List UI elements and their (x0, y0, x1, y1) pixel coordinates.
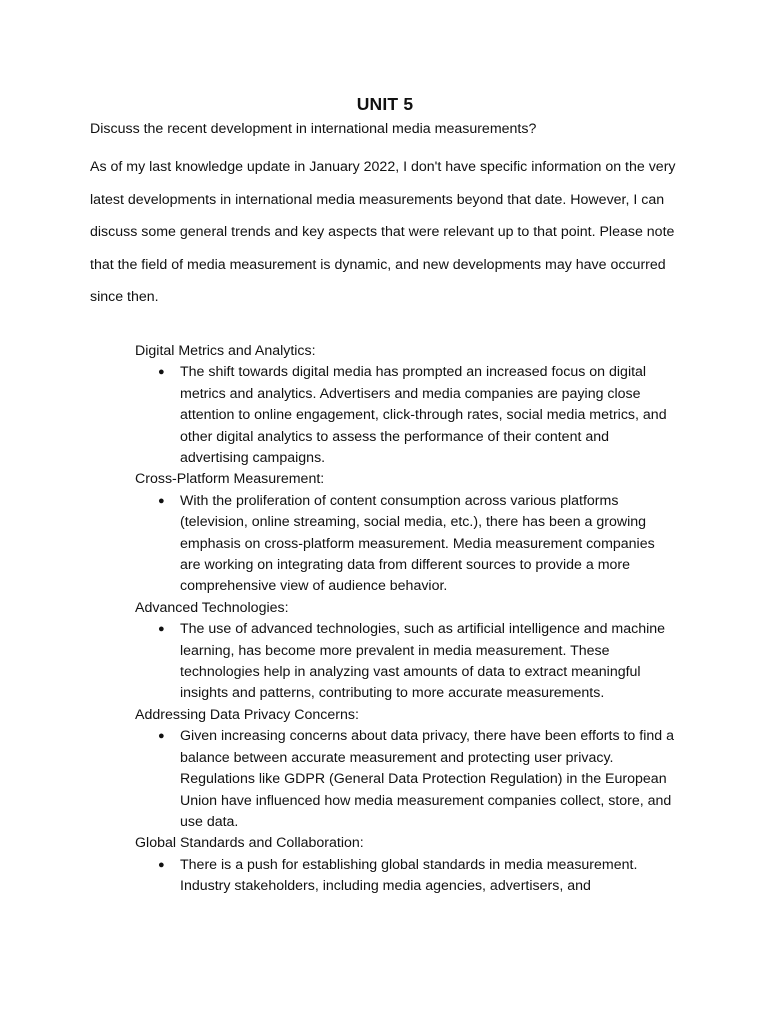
list-item (158, 855, 680, 898)
bullet-icon: ● (158, 366, 165, 379)
bullet-text: The shift towards digital media has prompted an increased focus on digital metrics and analytics. Advertisers and media companies are paying close attention to online engagement, click-through rates, social media metrics, and other digital analytics to assess the performance of their content and advertising campaigns. (180, 364, 667, 466)
sections-list (135, 341, 680, 898)
bullet-icon: ● (158, 730, 165, 743)
bullet-list (135, 491, 680, 598)
intro-paragraph: As of my last knowledge update in January 2022, I don't have specific information on the very latest developments in international media measurements beyond that date. However, I can discuss some general trends and key aspects that were relevant up to that point. Please note that the field of media measurement is dynamic, and new developments may have occurred since then. (90, 159, 676, 306)
list-item (158, 619, 680, 705)
bullet-text: Given increasing concerns about data privacy, there have been efforts to find a balance between accurate measurement and protecting user privacy. Regulations like GDPR (General Data Protection Regulation) in the European Union have influenced how media measurement companies collect, store, and use data. (180, 728, 674, 830)
document-page (90, 92, 680, 898)
page-title: UNIT 5 (356, 94, 414, 114)
bullet-icon: ● (158, 858, 165, 871)
bullet-text: With the proliferation of content consumption across various platforms (television, online streaming, social media, etc.), there has been a growing emphasis on cross-platform measurement. Media measurement companies are working on integrating data from different sources to provide a more comprehensive view of audience behavior. (180, 492, 655, 595)
section-heading: Advanced Technologies: (135, 599, 289, 616)
bullet-list (135, 362, 680, 469)
bullet-list (135, 726, 680, 833)
section-heading: Cross-Platform Measurement: (135, 471, 325, 488)
bullet-list (135, 855, 680, 898)
section-heading: Addressing Data Privacy Concerns: (135, 706, 359, 723)
bullet-text: The use of advanced technologies, such as artificial intelligence and machine learning, has become more prevalent in media measurement. These technologies help in analyzing vast amounts of data to extract meaningful insights and patterns, contributing to more accurate measurements. (180, 621, 666, 702)
list-item (158, 362, 680, 469)
question-text: Discuss the recent development in international media measurements? (90, 121, 537, 137)
section-heading: Global Standards and Collaboration: (135, 835, 364, 852)
bullet-list (135, 619, 680, 705)
bullet-icon: ● (158, 623, 165, 636)
list-item (158, 491, 680, 598)
section-heading: Digital Metrics and Analytics: (135, 342, 316, 359)
bullet-icon: ● (158, 494, 165, 507)
list-item (158, 726, 680, 833)
bullet-text: There is a push for establishing global standards in media measurement. Industry stakeholders, including media agencies, advertisers, and (180, 856, 638, 895)
